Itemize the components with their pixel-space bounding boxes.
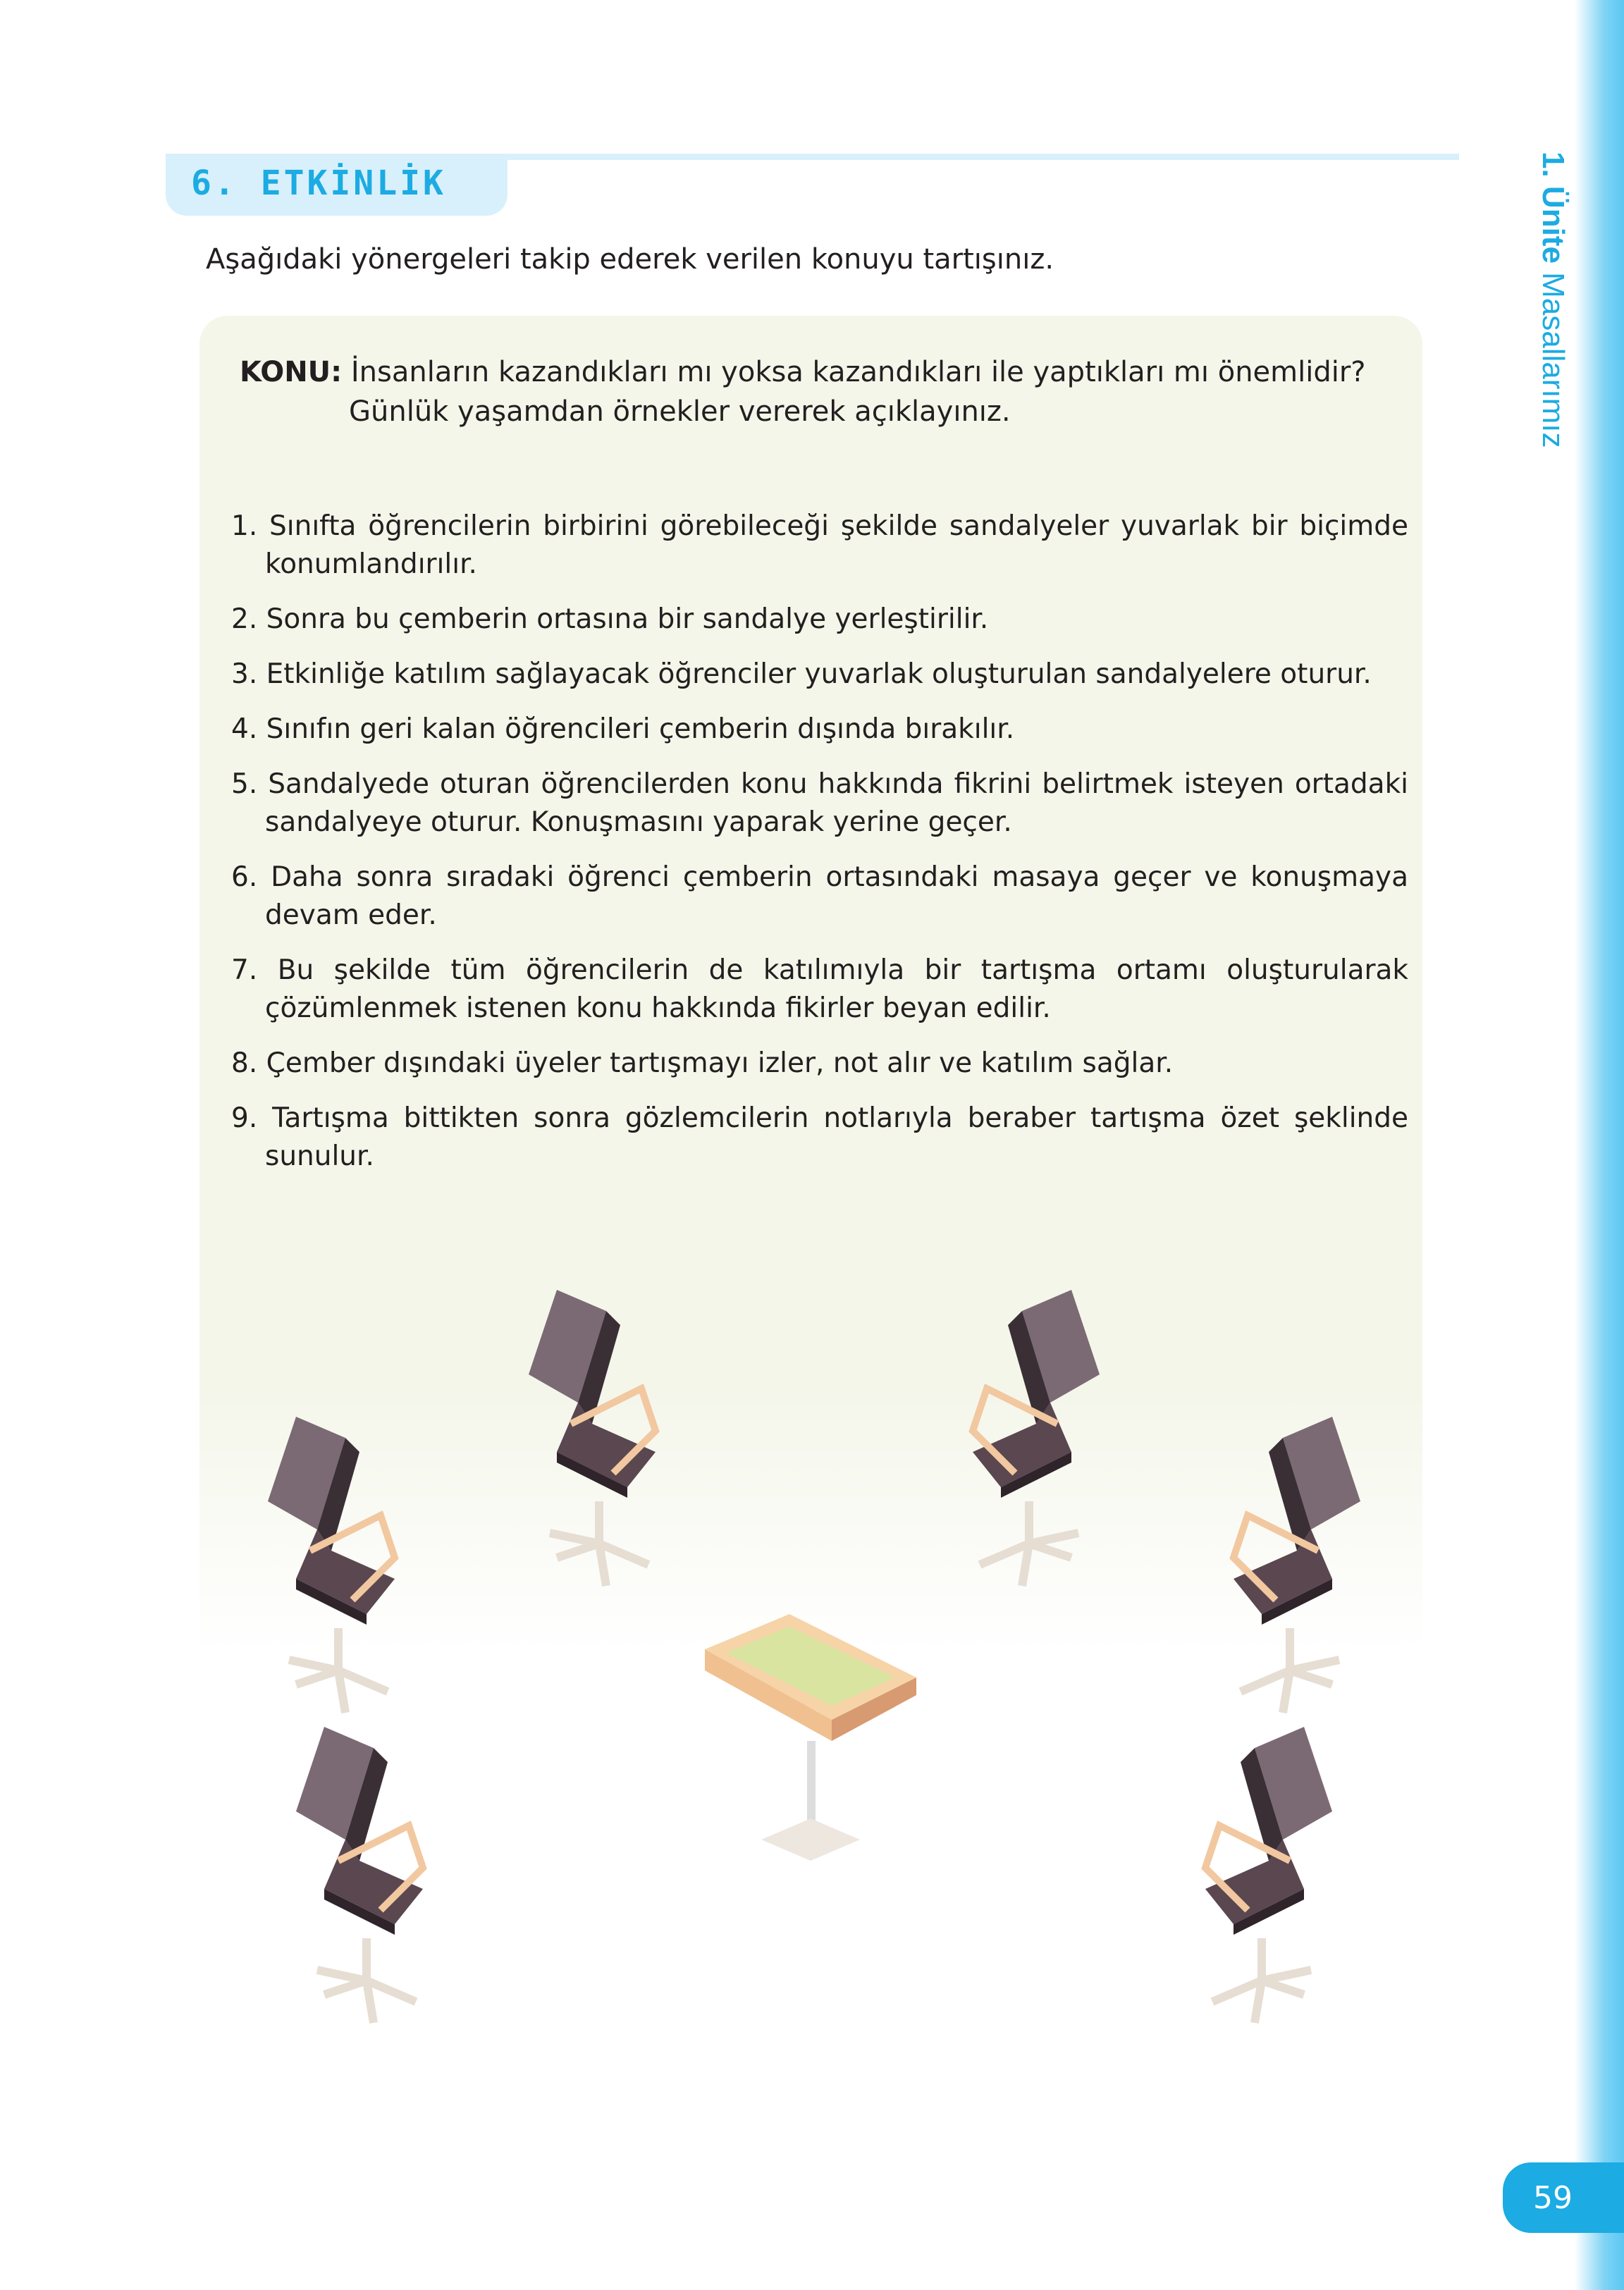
chair bbox=[296, 1727, 423, 2023]
activity-tab bbox=[166, 154, 508, 216]
chair bbox=[268, 1417, 395, 1713]
unit-label bbox=[1535, 152, 1570, 448]
list-item: 8. Çember dışındaki üyeler tartışmayı izler, not alır ve katılım sağlar. bbox=[231, 1047, 1174, 1079]
list-item: 1. Sınıfta öğrencilerin birbirini görebileceği şekilde sandalyeler yuvarlak bir biçimde konumlandırılır. bbox=[231, 510, 1408, 580]
chairs-circle-illustration bbox=[268, 1283, 1382, 2086]
topic-label: KONU: bbox=[240, 356, 343, 388]
list-item: 2. Sonra bu çemberin ortasına bir sandalye yerleştirilir. bbox=[231, 603, 989, 635]
topic bbox=[240, 352, 1410, 431]
chair bbox=[1205, 1727, 1332, 2023]
page-number-badge bbox=[1503, 2162, 1624, 2233]
chair bbox=[529, 1290, 656, 1586]
unit-number: 1. Ünite bbox=[1536, 152, 1570, 264]
chair bbox=[1234, 1417, 1360, 1713]
list-item: 9. Tartışma bittikten sonra gözlemcilerin notlarıyla beraber tartışma özet şeklinde sunulur. bbox=[231, 1102, 1408, 1172]
steps-list bbox=[231, 507, 1408, 1193]
list-item: 4. Sınıfın geri kalan öğrencileri çemberin dışında bırakılır. bbox=[231, 713, 1015, 745]
table bbox=[705, 1614, 916, 1861]
page-number: 59 bbox=[1533, 2179, 1573, 2216]
list-item: 3. Etkinliğe katılım sağlayacak öğrenciler yuvarlak oluşturulan sandalyelere oturur. bbox=[231, 658, 1372, 690]
intro-text: Aşağıdaki yönergeleri takip ederek verilen konuyu tartışınız. bbox=[206, 243, 1054, 276]
topic-line2: Günlük yaşamdan örnekler vererek açıklayınız. bbox=[349, 395, 1011, 428]
activity-title: 6. ETKİNLİK bbox=[191, 164, 446, 203]
list-item: 7. Bu şekilde tüm öğrencilerin de katılımıyla bir tartışma ortamı oluşturularak çözümlenmek istenen konu hakkında fikirler beyan edilir. bbox=[231, 954, 1408, 1024]
list-item: 5. Sandalyede oturan öğrencilerden konu hakkında fikrini belirtmek isteyen ortadaki sandalyeye oturur. Konuşmasını yaparak yerine geçer. bbox=[231, 768, 1408, 838]
topic-line1: İnsanların kazandıkları mı yoksa kazandıkları ile yaptıkları mı önemlidir? bbox=[350, 356, 1366, 388]
chair bbox=[973, 1290, 1100, 1586]
side-band bbox=[1575, 0, 1624, 2290]
list-item: 6. Daha sonra sıradaki öğrenci çemberin ortasındaki masaya geçer ve konuşmaya devam eder. bbox=[231, 861, 1408, 931]
unit-title: Masallarımız bbox=[1536, 272, 1570, 448]
